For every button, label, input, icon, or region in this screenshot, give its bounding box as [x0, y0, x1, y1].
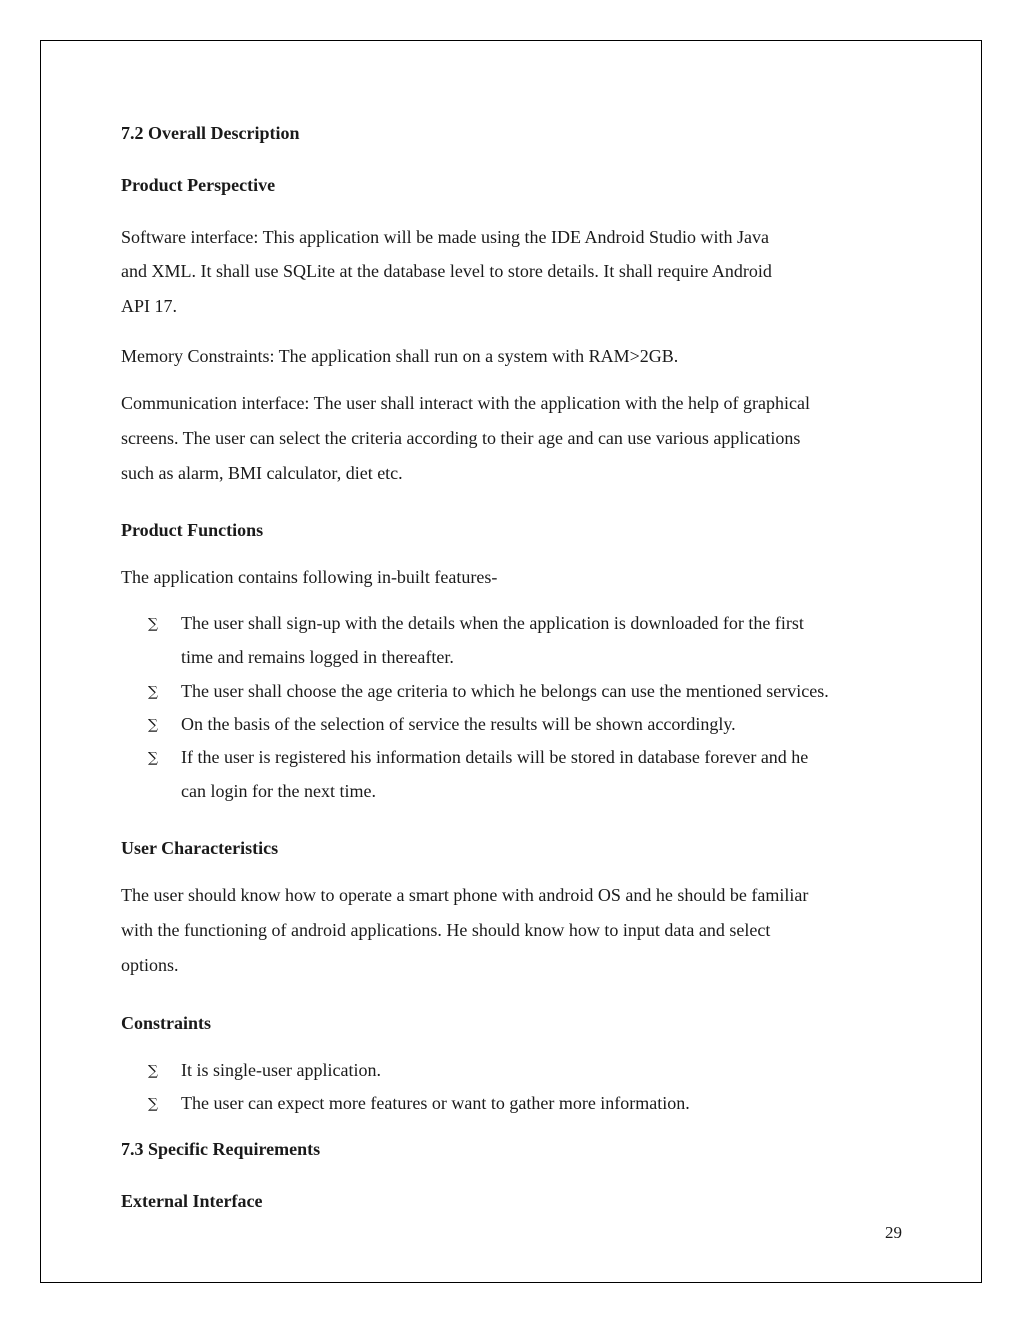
external-interface-heading: External Interface [121, 1191, 263, 1211]
function-item-4-line-2: can login for the next time. [181, 781, 376, 801]
function-item-3: On the basis of the selection of service the results will be shown accordingly. [181, 714, 736, 734]
communication-interface-line-3: such as alarm, BMI calculator, diet etc. [121, 463, 403, 483]
constraint-item-2: The user can expect more features or want to gather more information. [181, 1093, 690, 1113]
bullet-icon: ∑ [148, 1063, 158, 1079]
constraint-item-1: It is single-user application. [181, 1060, 381, 1080]
user-characteristics-line-3: options. [121, 955, 179, 975]
software-interface-line-3: API 17. [121, 296, 178, 316]
software-interface-line-1: Software interface: This application will be made using the IDE Android Studio with Java [121, 227, 770, 247]
page-number: 29 [885, 1223, 902, 1242]
bullet-icon: ∑ [148, 616, 158, 632]
user-characteristics-heading: User Characteristics [121, 838, 279, 858]
bullet-icon: ∑ [148, 750, 158, 766]
communication-interface-line-2: screens. The user can select the criteria according to their age and can use various applications [121, 428, 801, 448]
user-characteristics-line-2: with the functioning of android applications. He should know how to input data and select [121, 920, 771, 940]
constraints-heading: Constraints [121, 1013, 212, 1033]
section-heading-7-3: 7.3 Specific Requirements [121, 1139, 321, 1159]
product-perspective-heading: Product Perspective [121, 175, 276, 195]
function-item-1-line-1: The user shall sign-up with the details when the application is downloaded for the first [181, 613, 804, 633]
product-functions-heading: Product Functions [121, 520, 264, 540]
function-item-2: The user shall choose the age criteria to which he belongs can use the mentioned services. [181, 681, 829, 701]
bullet-icon: ∑ [148, 1096, 158, 1112]
memory-constraints-text: Memory Constraints: The application shall run on a system with RAM>2GB. [121, 346, 679, 366]
bullet-icon: ∑ [148, 684, 158, 700]
function-item-1-line-2: time and remains logged in thereafter. [181, 647, 454, 667]
user-characteristics-line-1: The user should know how to operate a smart phone with android OS and he should be familiar [121, 885, 809, 905]
bullet-icon: ∑ [148, 717, 158, 733]
function-item-4-line-1: If the user is registered his information details will be stored in database forever and he [181, 747, 809, 767]
section-heading-7-2: 7.2 Overall Description [121, 123, 300, 143]
product-functions-intro: The application contains following in-built features- [121, 567, 498, 587]
software-interface-line-2: and XML. It shall use SQLite at the database level to store details. It shall require Android [121, 261, 772, 281]
communication-interface-line-1: Communication interface: The user shall interact with the application with the help of graphical [121, 393, 810, 413]
